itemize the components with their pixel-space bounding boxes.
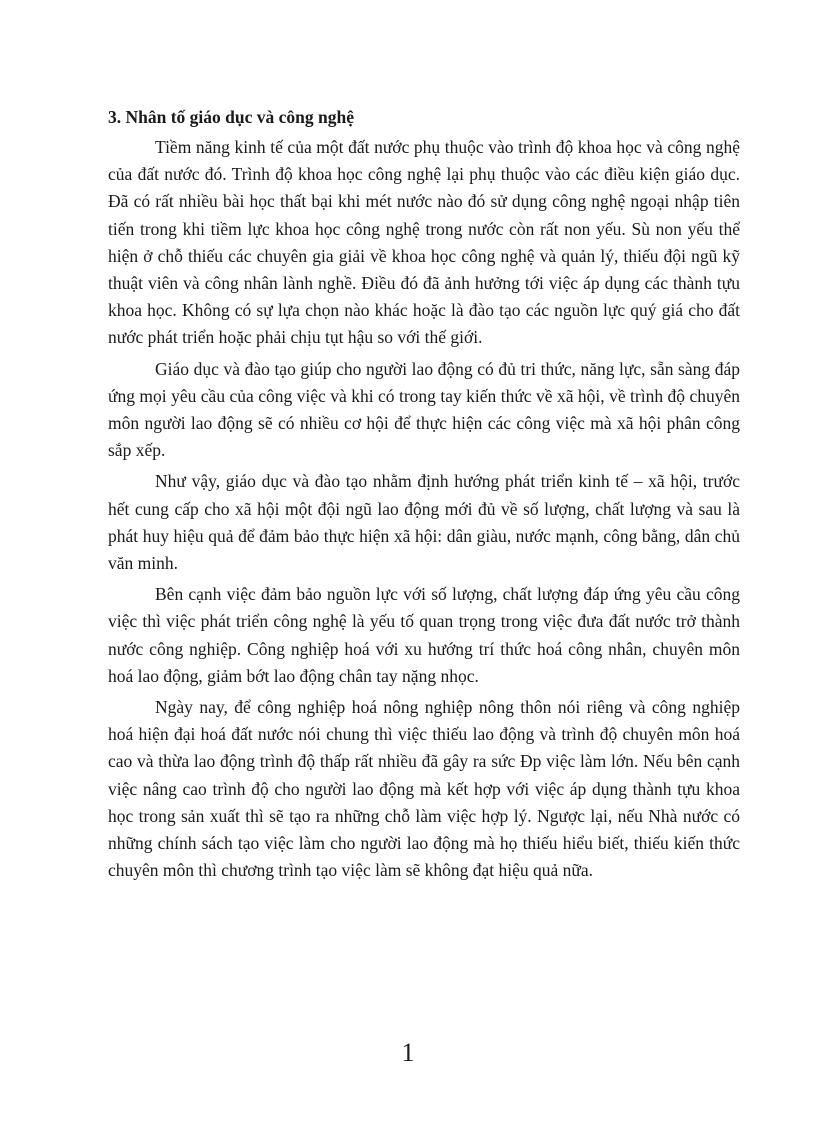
document-page [108, 103, 740, 888]
paragraph-2: Giáo dục và đào tạo giúp cho người lao động có đủ tri thức, năng lực, sẵn sàng đáp ứng mọi yêu cầu của công việc và khi có trong tay kiến thức về xã hội, về trình độ chuyên môn người lao động sẽ có nhiều cơ hội để thực hiện các công việc mà xã hội phân công sắp xếp. [108, 358, 740, 461]
page-number: 1 [401, 1038, 415, 1067]
paragraph-1: Tiềm năng kinh tế của một đất nước phụ thuộc vào trình độ khoa học và công nghệ của đất nước đó. Trình độ khoa học công nghệ lại phụ thuộc vào các điều kiện giáo dục. Đã có rất nhiều bài học thất bại khi mét nước nào đó sử dụng công nghệ ngoại nhập tiên tiến trong khi tiềm lực khoa học công nghệ trong nước còn rất non yếu. Sù non yếu thể hiện ở chỗ thiếu các chuyên gia giải về khoa học công nghệ và quản lý, thiếu đội ngũ kỹ thuật viên và công nhân lành nghề. Điều đó đã ảnh hưởng tới việc áp dụng các thành tựu khoa học. Không có sự lựa chọn nào khác hoặc là đào tạo các nguồn lực quý giá cho đất nước phát triển hoặc phải chịu tụt hậu so với thế giới. [108, 137, 740, 348]
paragraph-5: Ngày nay, để công nghiệp hoá nông nghiệp nông thôn nói riêng và công nghiệp hoá hiện đại hoá đất nước nói chung thì việc thiếu lao động và trình độ chuyên môn hoá cao và thừa lao động trình độ thấp rất nhiều đã gây ra sức Đp việc làm lớn. Nếu bên cạnh việc nâng cao trình độ cho người lao động mà kết hợp với việc áp dụng thành tựu khoa học trong sản xuất thì sẽ tạo ra những chỗ làm việc hợp lý. Ngược lại, nếu Nhà nước có những chính sách tạo việc làm cho người lao động mà họ thiếu hiểu biết, thiếu kiến thức chuyên môn thì chương trình tạo việc làm sẽ không đạt hiệu quả nữa. [108, 697, 740, 881]
paragraph-4: Bên cạnh việc đảm bảo nguồn lực với số lượng, chất lượng đáp ứng yêu cầu công việc thì việc phát triển công nghệ là yếu tố quan trọng trong việc đưa đất nước trở thành nước công nghiệp. Công nghiệp hoá với xu hướng trí thức hoá công nhân, chuyên môn hoá lao động, giảm bớt lao động chân tay nặng nhọc. [108, 584, 740, 686]
section-heading: 3. Nhân tố giáo dục và công nghệ [108, 107, 355, 127]
paragraph-3: Như vậy, giáo dục và đào tạo nhằm định hướng phát triển kinh tế – xã hội, trước hết cung cấp cho xã hội một đội ngũ lao động mới đủ về số lượng, chất lượng và sau là phát huy hiệu quả để đảm bảo thực hiện xã hội: dân giàu, nước mạnh, công bằng, dân chủ văn minh. [108, 471, 740, 574]
